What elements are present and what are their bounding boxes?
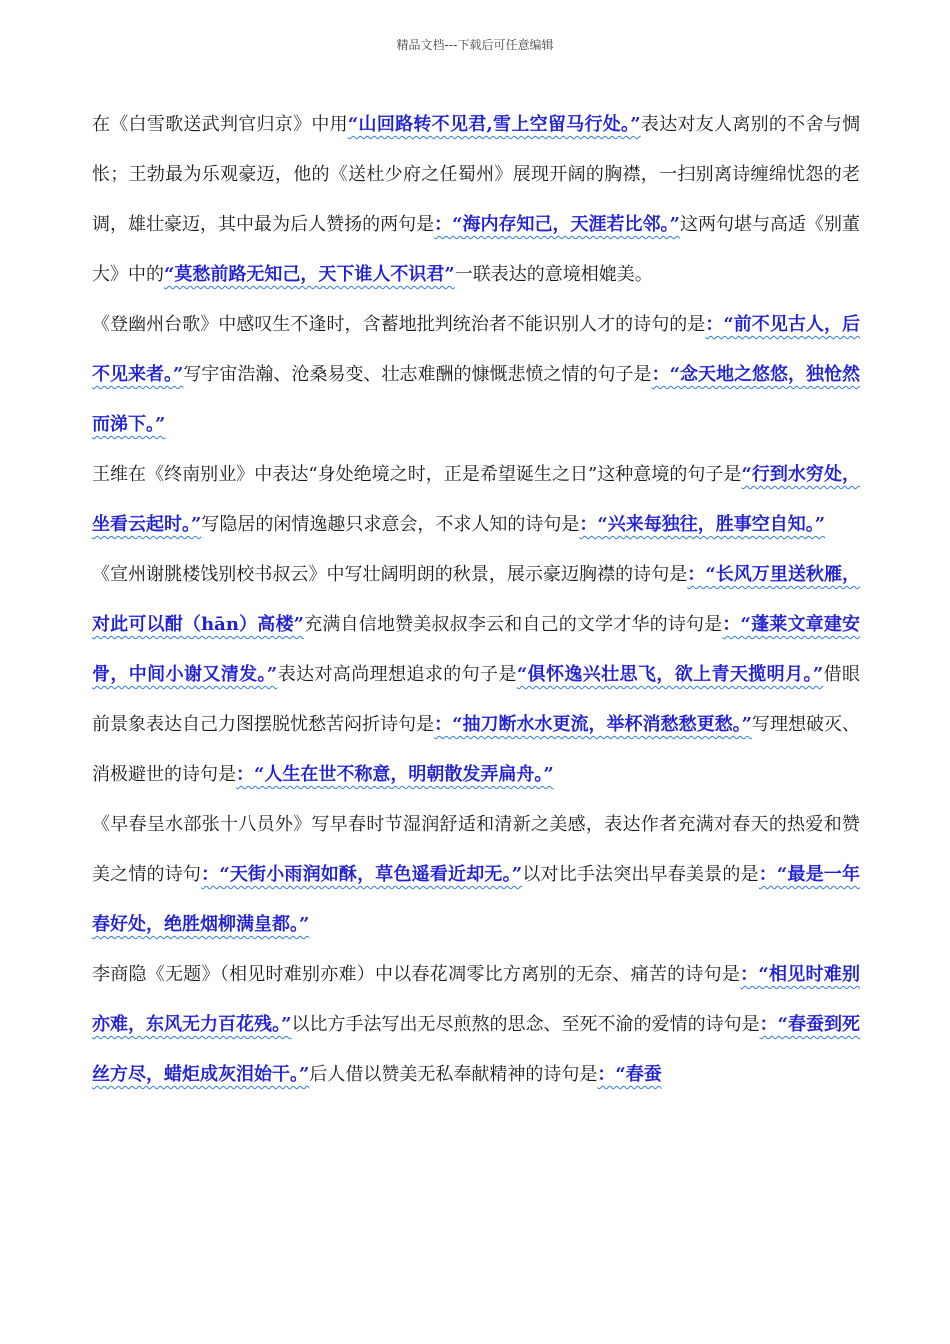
body-text: 借眼前景象表达自己力图摆脱忧愁苦闷折诗句是 bbox=[92, 664, 861, 735]
poem-quote: ：“相见时难别亦难，东风无力百花残。” bbox=[92, 964, 860, 1035]
paragraph bbox=[92, 450, 860, 550]
poem-quote: ：“长风万里送秋雁，对此可以酣（hān）高楼” bbox=[92, 564, 861, 635]
poem-quote: ：“春蚕 bbox=[597, 1064, 662, 1085]
paragraph bbox=[92, 800, 860, 950]
body-text: 表达对高尚理想追求的句子是 bbox=[277, 664, 517, 685]
body-text: 在《白雪歌送武判官归京》中用 bbox=[92, 114, 348, 135]
poem-quote: ：“最是一年春好处，绝胜烟柳满皇都。” bbox=[92, 864, 860, 935]
paragraph bbox=[92, 100, 860, 300]
paragraph bbox=[92, 550, 860, 800]
body-text: 《早春呈水部张十八员外》写早春时节湿润舒适和清新之美感，表达作者充满对春天的热爱和赞美之情的诗句 bbox=[92, 814, 860, 885]
poem-quote: ：“天街小雨润如酥，草色遥看近却无。” bbox=[201, 864, 523, 885]
body-text: 后人借以赞美无私奉献精神的诗句是 bbox=[309, 1064, 598, 1085]
page-header: 精品文档---下载后可任意编辑 bbox=[396, 38, 554, 52]
body-text: 这两句堪与高适《别董大》中的 bbox=[92, 214, 861, 285]
poem-quote: ：“兴来每独往，胜事空自知。” bbox=[579, 514, 826, 535]
paragraph bbox=[92, 300, 860, 450]
body-text: 写隐居的闲情逸趣只求意会，不求人知的诗句是 bbox=[201, 514, 580, 535]
body-text: 以比方手法写出无尽煎熬的思念、至死不渝的爱情的诗句是 bbox=[291, 1014, 760, 1035]
body-text: 表达对友人离别的不舍与惆怅；王勃最为乐观豪迈，他的《送杜少府之任蜀州》展现开阔的胸襟，一扫别离诗缠绵忧怨的老调，雄壮豪迈，其中最为后人赞扬的两句是 bbox=[92, 114, 861, 235]
poem-quote: ：“念天地之悠悠，独怆然而涕下。” bbox=[92, 364, 861, 435]
body-text: 写宇宙浩瀚、沧桑易变、壮志难酬的慷慨悲愤之情的句子是 bbox=[183, 364, 652, 385]
body-text: 《宣州谢朓楼饯别校书叔云》中写壮阔明朗的秋景，展示豪迈胸襟的诗句是 bbox=[92, 564, 688, 585]
poem-quote: ：“前不见古人，后不见来者。” bbox=[92, 314, 860, 385]
poem-quote: “行到水穷处，坐看云起时。” bbox=[92, 464, 860, 535]
body-text: 充满自信地赞美叔叔李云和自己的文学才华的诗句是 bbox=[304, 614, 723, 635]
body-text: 《登幽州台歌》中感叹生不逢时，含蓄地批判统治者不能识别人才的诗句的是 bbox=[92, 314, 706, 335]
poem-quote: ：“抽刀断水水更流，举杯消愁愁更愁。” bbox=[434, 714, 752, 735]
body-text: 一联表达的意境相媲美。 bbox=[454, 264, 653, 285]
body-text: 以对比手法突出早春美景的是 bbox=[522, 864, 759, 885]
body-text: 王维在《终南别业》中表达“身处绝境之时，正是希望诞生之日”这种意境的句子是 bbox=[92, 464, 742, 485]
poem-quote: “莫愁前路无知己，天下谁人不识君” bbox=[164, 264, 455, 285]
poem-quote: ：“蓬莱文章建安骨，中间小谢又清发。” bbox=[92, 614, 860, 685]
paragraph bbox=[92, 950, 860, 1100]
poem-quote: ：“人生在世不称意，明朝散发弄扁舟。” bbox=[236, 764, 554, 785]
poem-quote: “山回路转不见君,雪上空留马行处。” bbox=[347, 114, 641, 135]
poem-quote: ：“春蚕到死丝方尽，蜡炬成灰泪始干。” bbox=[92, 1014, 861, 1085]
poem-quote: ：“海内存知己，天涯若比邻。” bbox=[434, 214, 680, 235]
poem-quote: “俱怀逸兴壮思飞，欲上青天揽明月。” bbox=[516, 664, 824, 685]
body-text: 李商隐《无题》（相见时难别亦难）中以春花凋零比方离别的无奈、痛苦的诗句是 bbox=[92, 964, 741, 985]
document-body bbox=[92, 100, 860, 1100]
body-text: 写理想破灭、消极避世的诗句是 bbox=[92, 714, 860, 785]
